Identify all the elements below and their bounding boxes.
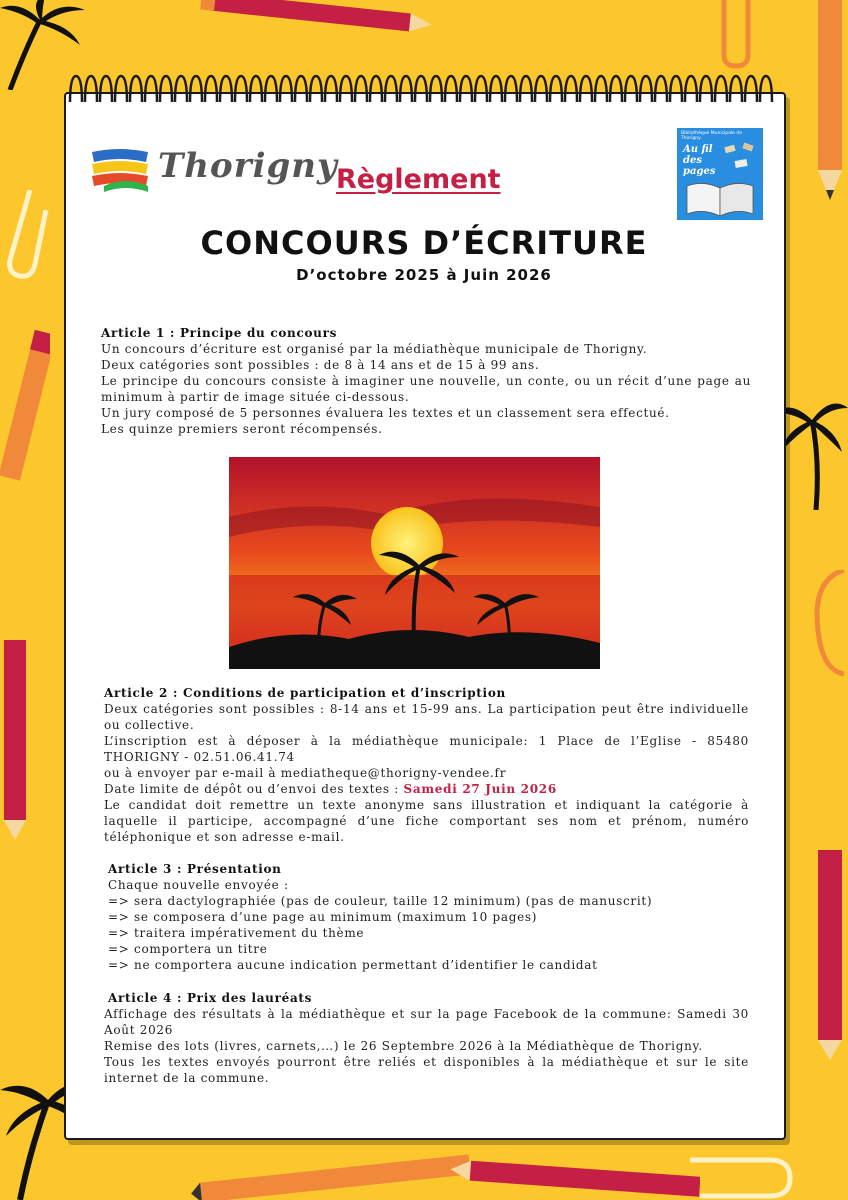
sunset-palm-image (229, 457, 600, 669)
badge-title: Au fil des pages (683, 144, 716, 177)
pencil-icon (450, 1158, 700, 1200)
article-4-line: Remise des lots (livres, carnets,…) le 26 Septembre 2026 à la Médiathèque de Thorigny. (104, 1039, 703, 1053)
reglement-heading: Règlement (336, 164, 501, 195)
pencil-icon (810, 850, 848, 1060)
article-4-line: Tous les textes envoyés pourront être reliés et disponibles à la médiathèque et sur le site internet de la commune. (104, 1055, 749, 1085)
article-4-line: Affichage des résultats à la médiathèque et sur la page Facebook de la commune: Samedi 30 Août 2026 (104, 1007, 749, 1037)
pencil-icon (812, 0, 848, 210)
article-1-line: Le principe du concours consiste à imaginer une nouvelle, un conte, ou un récit d’une page au minimum à partir de image située ci-dessous. (101, 374, 751, 404)
badge-library-name: Bibliothèque Municipale de Thorigny (681, 131, 742, 141)
paperclip-icon (690, 1140, 800, 1200)
palm-tree-icon (776, 390, 848, 510)
article-2-heading: Article 2 : Conditions de participation et d’inscription (104, 686, 506, 700)
article-4-heading: Article 4 : Prix des lauréats (108, 991, 313, 1005)
deadline-value: Samedi 27 Juin 2026 (403, 782, 557, 796)
article-2-line: Le candidat doit remettre un texte anonyme sans illustration et indiquant la catégorie à laquelle il participe, accompagné d’une fiche comportant ses nom et prénom, numéro téléphonique et son adresse e-mail. (104, 798, 749, 844)
open-book-icon (685, 178, 755, 218)
article-1-line: Deux catégories sont possibles : de 8 à 14 ans et de 15 à 99 ans. (101, 358, 540, 372)
article-2-line: Deux catégories sont possibles : 8-14 ans et 15-99 ans. La participation peut être individuelle ou collective. (104, 702, 749, 732)
article-1 (101, 325, 751, 437)
article-3-item: => comportera un titre (108, 942, 268, 956)
article-1-line: Les quinze premiers seront récompensés. (101, 422, 383, 436)
pencil-icon (200, 0, 440, 34)
pen-icon (0, 330, 50, 500)
article-2-line: L’inscription est à déposer à la médiathèque municipale: 1 Place de l’Eglise - 85480 THORIGNY - 02.51.06.41.74 (104, 734, 749, 764)
spiral-binding (64, 68, 784, 108)
article-2 (104, 685, 749, 845)
article-3-item: => sera dactylographiée (pas de couleur, taille 12 minimum) (pas de manuscrit) (108, 894, 653, 908)
article-1-line: Un concours d’écriture est organisé par la médiathèque municipale de Thorigny. (101, 342, 648, 356)
article-2-line: ou à envoyer par e-mail à mediatheque@thorigny-vendee.fr (104, 766, 507, 780)
pencil-icon (190, 1150, 490, 1200)
article-3-item: => traitera impérativement du thème (108, 926, 365, 940)
article-3-intro: Chaque nouvelle envoyée : (108, 878, 289, 892)
article-3-item: => se composera d’une page au minimum (maximum 10 pages) (108, 910, 538, 924)
page-subtitle: D’octobre 2025 à Juin 2026 (296, 266, 552, 284)
paperclip-icon (712, 0, 762, 70)
paperclip-icon (808, 570, 848, 680)
article-3-heading: Article 3 : Présentation (108, 862, 282, 876)
article-1-line: Un jury composé de 5 personnes évaluera les textes et un classement sera effectué. (101, 406, 670, 420)
article-3-item: => ne comportera aucune indication permettant d’identifier le candidat (108, 958, 598, 972)
pen-icon (0, 640, 40, 840)
article-3 (108, 861, 748, 973)
flying-books-icon (721, 142, 761, 176)
library-badge (677, 128, 763, 220)
article-2-deadline (104, 781, 749, 797)
article-1-heading: Article 1 : Principe du concours (101, 326, 338, 340)
deadline-label: Date limite de dépôt ou d’envoi des textes : (104, 782, 404, 796)
page-title: CONCOURS D’ÉCRITURE (200, 224, 648, 262)
logo-text: Thorigny (158, 146, 338, 186)
article-4 (104, 990, 749, 1086)
